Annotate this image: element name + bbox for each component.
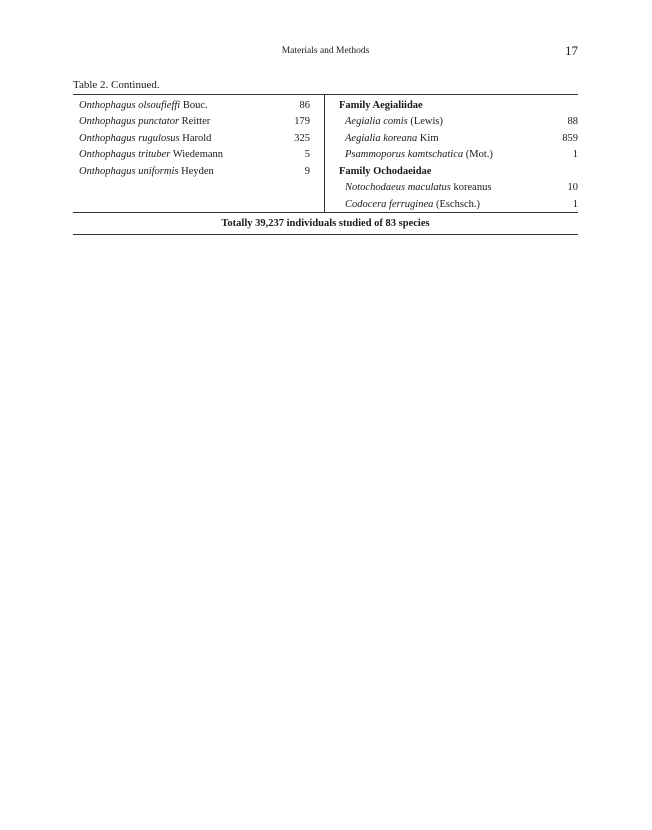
species-name: Codocera ferruginea — [345, 198, 434, 210]
species-author: Bouc. — [180, 99, 208, 111]
family-heading — [325, 163, 578, 180]
species-name: Onthophagus olsoufieffi — [79, 99, 181, 111]
species-author: Kim — [417, 132, 439, 144]
running-head — [73, 43, 578, 62]
table-row — [325, 196, 578, 213]
species-author: (Mot.) — [463, 149, 493, 161]
species-name: Onthophagus rugulosus — [79, 132, 180, 144]
species-name: Onthophagus trituber — [79, 149, 171, 161]
table-right-column — [325, 95, 578, 212]
specimen-count: 179 — [294, 116, 310, 128]
table-left-column — [73, 95, 325, 212]
table-row — [73, 114, 324, 131]
table-row — [73, 163, 324, 180]
species-name: Aegialia koreana — [345, 132, 418, 144]
specimen-count: 10 — [567, 182, 578, 194]
family-name: Family Aegialiidae — [339, 99, 423, 111]
family-name: Family Ochodaeidae — [339, 165, 432, 177]
specimen-count: 86 — [299, 99, 310, 111]
running-title: Materials and Methods — [281, 46, 370, 56]
table-row — [325, 180, 578, 197]
table-bottom-rule — [73, 234, 578, 235]
species-author: Harold — [179, 132, 212, 144]
species-author: (Eschsch.) — [433, 198, 481, 210]
species-name: Notochodaeus maculatus — [345, 182, 451, 194]
specimen-count: 859 — [562, 132, 578, 144]
species-author: koreanus — [450, 182, 492, 194]
species-table — [73, 94, 578, 235]
species-name: Onthophagus punctator — [79, 116, 180, 128]
species-author: Wiedemann — [170, 149, 224, 161]
species-author: Reitter — [179, 116, 211, 128]
species-author: Heyden — [178, 165, 214, 177]
species-name: Onthophagus uniformis — [79, 165, 179, 177]
specimen-count: 1 — [572, 149, 578, 161]
table-row — [325, 147, 578, 164]
table-row — [325, 130, 578, 147]
specimen-count: 325 — [294, 132, 310, 144]
specimen-count: 9 — [304, 165, 310, 177]
specimen-count: 88 — [567, 116, 578, 128]
specimen-count: 5 — [304, 149, 310, 161]
page-number: 17 — [565, 43, 578, 58]
table-row — [325, 114, 578, 131]
species-name: Aegialia comis — [345, 116, 408, 128]
species-author: (Lewis) — [407, 116, 443, 128]
family-heading — [325, 97, 578, 114]
table-total: Totally 39,237 individuals studied of 83 species — [221, 218, 430, 229]
species-name: Psammoporus kamtschatica — [345, 149, 464, 161]
table-row — [73, 130, 324, 147]
table-row — [73, 97, 324, 114]
specimen-count: 1 — [572, 198, 578, 210]
table-row — [73, 147, 324, 164]
table-caption: Table 2. Continued. — [73, 79, 160, 91]
